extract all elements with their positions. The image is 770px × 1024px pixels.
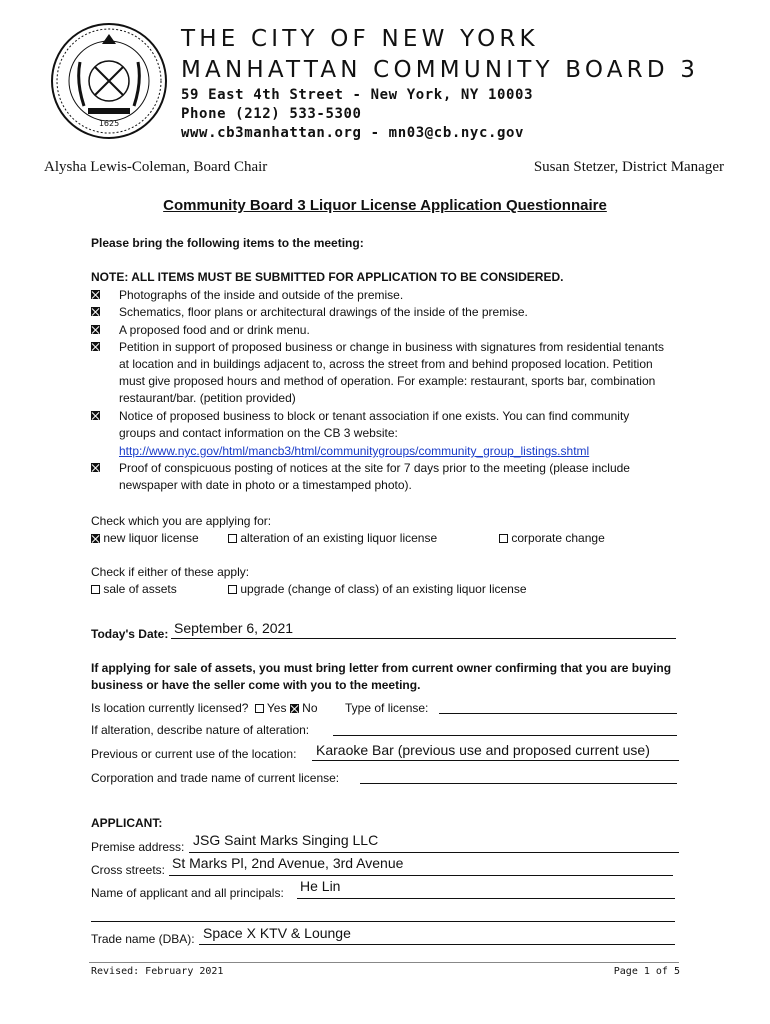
trade-name-label: Trade name (DBA): [91,932,195,946]
option-sale-of-assets[interactable]: sale of assets [91,581,177,598]
org-line-2: MANHATTAN COMMUNITY BOARD 3 [181,57,700,83]
page-number: Page 1 of 5 [613,966,680,977]
empty-checkbox-icon[interactable] [228,585,237,594]
checked-box-icon[interactable] [91,463,100,472]
date-field[interactable]: September 6, 2021 [174,620,294,636]
document-title: Community Board 3 Liquor License Application Questionnaire [163,197,607,214]
corporation-field[interactable] [360,783,677,784]
checked-box-icon[interactable] [290,704,299,713]
applicant-heading: APPLICANT: [91,816,163,830]
previous-use-label: Previous or current use of the location: [91,747,297,761]
trade-name-line [199,944,675,945]
date-label: Today's Date: [91,627,169,641]
city-seal [50,22,168,140]
checked-box-icon[interactable] [91,534,100,543]
empty-checkbox-icon[interactable] [228,534,237,543]
premise-address-field[interactable]: JSG Saint Marks Singing LLC [193,832,379,848]
licensed-row: Is location currently licensed? Yes No [91,701,318,715]
footer-divider [89,962,679,963]
checked-box-icon[interactable] [91,325,100,334]
applicant-name-extra-line[interactable] [91,921,675,922]
cross-streets-line [169,875,673,876]
option-upgrade[interactable]: upgrade (change of class) of an existing liquor license [228,581,527,598]
applicant-name-field[interactable]: He Lin [300,878,341,894]
office-address: 59 East 4th Street - New York, NY 10003 [181,87,534,103]
either-apply-label: Check if either of these apply: [91,565,250,579]
revised-date: Revised: February 2021 [91,966,224,977]
option-alteration[interactable]: alteration of an existing liquor license [228,530,437,547]
alteration-field[interactable] [333,735,677,736]
intro-text: Please bring the following items to the meeting: [91,236,364,250]
cross-streets-field[interactable]: St Marks Pl, 2nd Avenue, 3rd Avenue [172,855,404,871]
seal-year: 1625 [98,119,120,128]
checked-box-icon[interactable] [91,411,100,420]
license-type-label: Type of license: [345,701,429,715]
previous-use-line [312,760,679,761]
office-web-email: www.cb3manhattan.org - mn03@cb.nyc.gov [181,125,525,141]
empty-checkbox-icon[interactable] [499,534,508,543]
sale-notice: If applying for sale of assets, you must bring letter from current owner confirming that you are buying business or have the seller come with you to the meeting. [91,661,672,692]
alteration-label: If alteration, describe nature of alteration: [91,723,310,737]
applicant-name-label: Name of applicant and all principals: [91,886,284,900]
org-line-1: THE CITY OF NEW YORK [181,26,539,52]
checked-box-icon[interactable] [91,342,100,351]
board-chair: Alysha Lewis-Coleman, Board Chair [44,159,268,175]
corporation-label: Corporation and trade name of current license: [91,771,340,785]
district-manager: Susan Stetzer, District Manager [533,159,724,175]
date-field-line [171,638,676,639]
checked-box-icon[interactable] [91,290,100,299]
option-corporate-change[interactable]: corporate change [499,530,605,547]
premise-address-line [189,852,679,853]
empty-checkbox-icon[interactable] [91,585,100,594]
cross-streets-label: Cross streets: [91,863,166,877]
license-type-field[interactable] [439,713,677,714]
checked-box-icon[interactable] [91,307,100,316]
cb3-community-groups-link[interactable]: http://www.nyc.gov/html/mancb3/html/communitygroups/community_group_listings.shtml [119,444,590,458]
applicant-name-line [297,898,675,899]
office-phone: Phone (212) 533-5300 [181,106,362,122]
note-text: NOTE: ALL ITEMS MUST BE SUBMITTED FOR APPLICATION TO BE CONSIDERED. [91,270,564,284]
premise-address-label: Premise address: [91,840,185,854]
trade-name-field[interactable]: Space X KTV & Lounge [203,925,351,941]
empty-checkbox-icon[interactable] [255,704,264,713]
previous-use-field[interactable]: Karaoke Bar (previous use and proposed current use) [316,742,650,758]
option-new-liquor-license[interactable]: new liquor license [91,530,199,547]
applying-for-label: Check which you are applying for: [91,514,272,528]
